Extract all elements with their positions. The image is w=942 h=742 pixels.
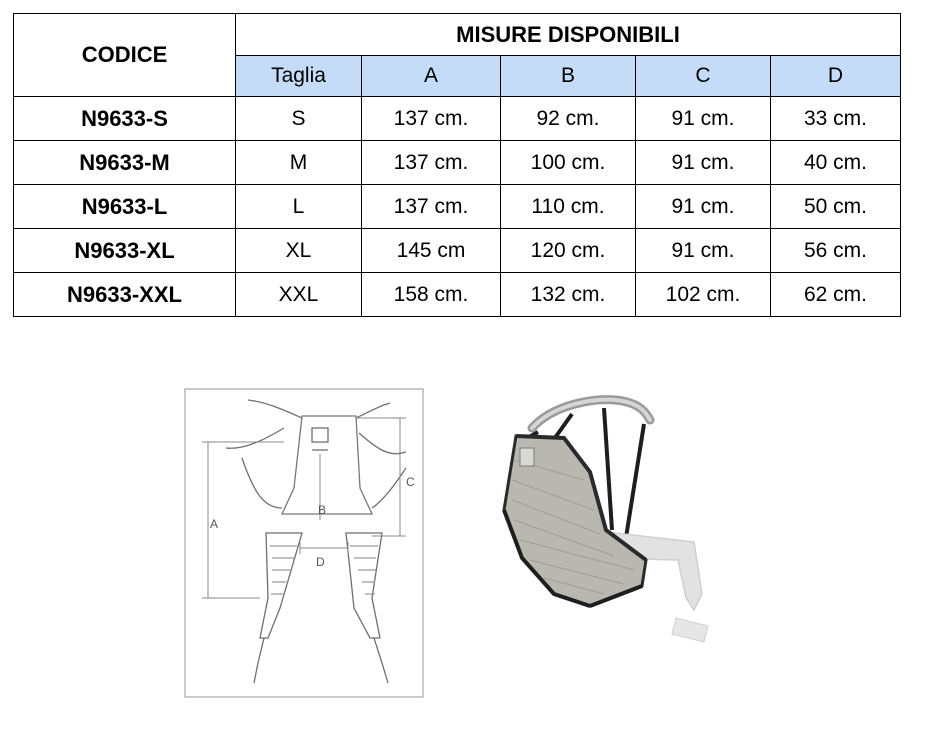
table-row	[14, 185, 901, 229]
measure-c-cell: 91 cm.	[636, 185, 771, 229]
measure-c-cell: 91 cm.	[636, 97, 771, 141]
table-row	[14, 97, 901, 141]
table-row	[14, 141, 901, 185]
measure-d-cell: 62 cm.	[771, 273, 901, 317]
strap	[624, 424, 644, 550]
measure-d-header: D	[771, 56, 901, 97]
size-cell: XXL	[236, 273, 362, 317]
product-code: N9633-M	[14, 141, 236, 185]
sizes-table	[13, 13, 901, 317]
table-row	[14, 273, 901, 317]
measure-c-header: C	[636, 56, 771, 97]
measure-a-cell: 137 cm.	[362, 185, 501, 229]
measure-c-cell: 91 cm.	[636, 141, 771, 185]
measure-c-cell: 91 cm.	[636, 229, 771, 273]
label-a: A	[210, 517, 219, 531]
label-patch	[520, 448, 534, 466]
size-cell: S	[236, 97, 362, 141]
measure-b-cell: 120 cm.	[501, 229, 636, 273]
sling-dimension-diagram	[184, 388, 424, 698]
size-cell: M	[236, 141, 362, 185]
measure-d-cell: 50 cm.	[771, 185, 901, 229]
measure-a-cell: 137 cm.	[362, 97, 501, 141]
strap	[604, 408, 612, 530]
sling-in-use-illustration	[494, 380, 724, 662]
measure-a-cell: 158 cm.	[362, 273, 501, 317]
diagram-frame	[185, 389, 423, 697]
code-header: CODICE	[14, 14, 236, 97]
measure-b-cell: 110 cm.	[501, 185, 636, 229]
size-cell: L	[236, 185, 362, 229]
measure-a-header: A	[362, 56, 501, 97]
label-c: C	[406, 475, 415, 489]
product-code: N9633-XXL	[14, 273, 236, 317]
measure-d-cell: 33 cm.	[771, 97, 901, 141]
measure-b-header: B	[501, 56, 636, 97]
label-b: B	[318, 503, 327, 517]
size-header: Taglia	[236, 56, 362, 97]
label-d: D	[316, 555, 325, 569]
measure-d-cell: 40 cm.	[771, 141, 901, 185]
product-code: N9633-S	[14, 97, 236, 141]
measure-c-cell: 102 cm.	[636, 273, 771, 317]
size-cell: XL	[236, 229, 362, 273]
measure-a-cell: 145 cm	[362, 229, 501, 273]
available-sizes-header: MISURE DISPONIBILI	[236, 14, 901, 56]
product-code: N9633-XL	[14, 229, 236, 273]
measure-d-cell: 56 cm.	[771, 229, 901, 273]
product-code: N9633-L	[14, 185, 236, 229]
measure-b-cell: 92 cm.	[501, 97, 636, 141]
measure-b-cell: 132 cm.	[501, 273, 636, 317]
measure-b-cell: 100 cm.	[501, 141, 636, 185]
measure-a-cell: 137 cm.	[362, 141, 501, 185]
table-row	[14, 229, 901, 273]
